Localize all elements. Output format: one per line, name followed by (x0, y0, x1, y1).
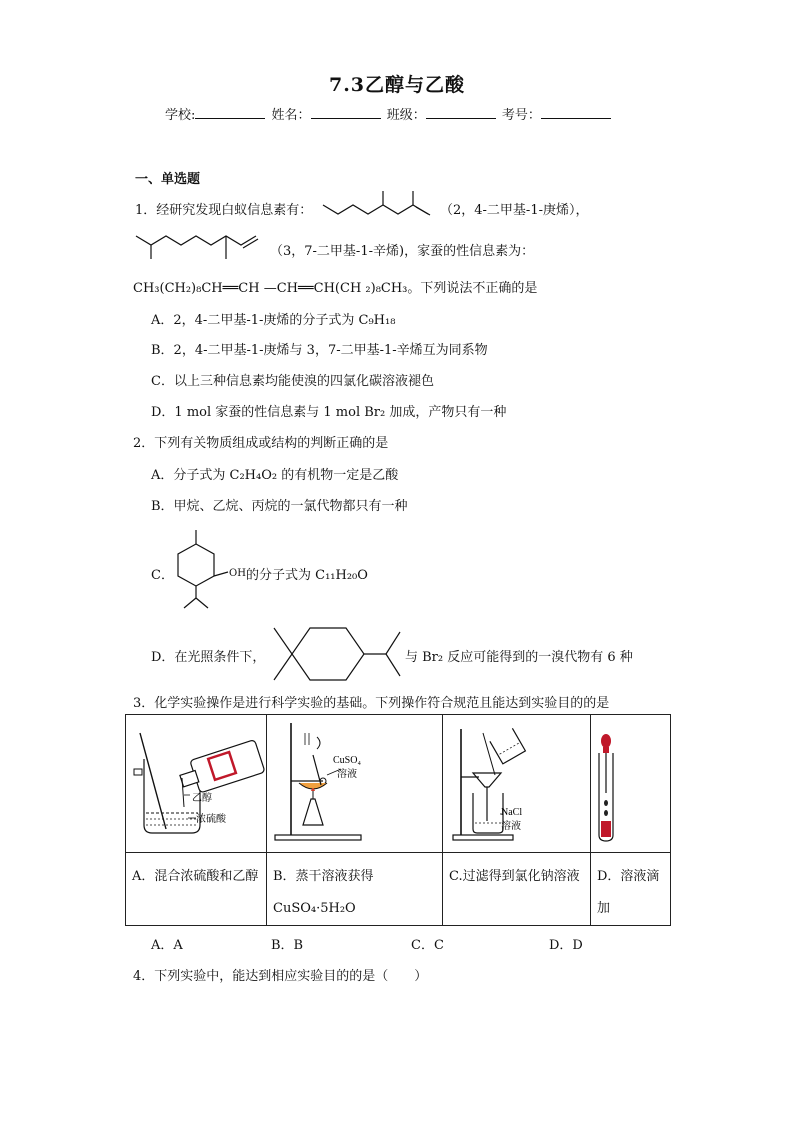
label-cuso4: CuSO₄ (333, 755, 361, 766)
caption-b: B．蒸干溶液获得 CuSO₄·5H₂O (267, 853, 443, 926)
name-label: 姓名： (271, 108, 311, 123)
q1-option-b[interactable]: B．2，4-二甲基-1-庚烯与 3，7-二甲基-1-辛烯互为同系物 (151, 343, 488, 358)
experiment-a-cell (126, 715, 267, 853)
school-blank[interactable] (195, 106, 265, 119)
q3-experiment-table (125, 714, 671, 926)
school-label: 学校: (165, 108, 196, 123)
label-ethanol: 乙醇 (192, 793, 212, 804)
class-label: 班级： (386, 108, 426, 123)
experiment-c-cell (443, 715, 591, 853)
q1-stem: 1．经研究发现白蚁信息素有： (135, 203, 313, 218)
experiment-a-figure (126, 715, 266, 852)
q2-option-c-text: 的分子式为 C₁₁H₂₀O (246, 568, 368, 583)
caption-a: A．混合浓硫酸和乙醇 (126, 853, 267, 926)
label-acid: 浓硫酸 (196, 814, 226, 825)
q1-structure-2 (133, 228, 268, 262)
name-blank[interactable] (311, 106, 381, 119)
q1-name-1: （2，4-二甲基-1-庚烯）， (440, 203, 589, 218)
q2-option-d-text: 与 Br₂ 反应可能得到的一溴代物有 6 种 (405, 650, 633, 665)
number-blank[interactable] (541, 106, 611, 119)
q1-option-a[interactable]: A．2，4-二甲基-1-庚烯的分子式为 C₉H₁₈ (151, 313, 396, 328)
q1-name-2: （3，7-二甲基-1-辛烯)，家蚕的性信息素为： (270, 244, 535, 259)
experiment-d-figure (591, 715, 670, 852)
experiment-d-cell (591, 715, 671, 853)
q3-option-d[interactable]: D．D (549, 938, 583, 953)
q2-stem: 2．下列有关物质组成或结构的判断正确的是 (133, 436, 389, 451)
q2-option-d-label[interactable]: D．在光照条件下， (151, 650, 266, 665)
q3-option-c[interactable]: C．C (411, 938, 444, 953)
q1-formula: CH₃(CH₂)₈CH══CH —CH══CH(CH ₂)₈CH₃。下列说法不正确的是 (133, 281, 538, 296)
experiment-c-figure (443, 715, 590, 852)
q2-option-a[interactable]: A．分子式为 C₂H₄O₂ 的有机物一定是乙酸 (151, 468, 399, 483)
label-nacl: NaCl (501, 807, 523, 818)
q3-option-b[interactable]: B．B (271, 938, 304, 953)
q2-option-d-structure (268, 624, 404, 684)
q3-stem: 3．化学实验操作是进行科学实验的基础。下列操作符合规范且能达到实验目的的是 (133, 696, 610, 711)
q2-option-c-label[interactable]: C． (151, 568, 174, 583)
q4-stem: 4．下列实验中，能达到相应实验目的的是（ ） (133, 969, 428, 984)
q2-option-c-oh: OH (229, 568, 246, 579)
experiment-b-cell (267, 715, 443, 853)
q1-option-d[interactable]: D．1 mol 家蚕的性信息素与 1 mol Br₂ 加成，产物只有一种 (151, 405, 507, 420)
section-heading: 一、单选题 (135, 172, 201, 187)
label-solution-c: 溶液 (501, 821, 521, 832)
student-info-line (165, 104, 613, 123)
label-solution-b: 溶液 (337, 769, 357, 780)
class-blank[interactable] (426, 106, 496, 119)
page-title: 7.3乙醇与乙酸 (328, 74, 466, 96)
q1-option-c[interactable]: C．以上三种信息素均能使溴的四氯化碳溶液褪色 (151, 374, 434, 389)
q1-structure-1 (320, 188, 435, 220)
number-label: 考号： (501, 108, 541, 123)
q2-option-b[interactable]: B．甲烷、乙烷、丙烷的一氯代物都只有一种 (151, 499, 408, 514)
experiment-b-figure (267, 715, 442, 852)
caption-d: D．溶液滴加 (591, 853, 671, 926)
q3-option-a[interactable]: A．A (151, 938, 183, 953)
caption-c: C.过滤得到氯化钠溶液 (443, 853, 591, 926)
